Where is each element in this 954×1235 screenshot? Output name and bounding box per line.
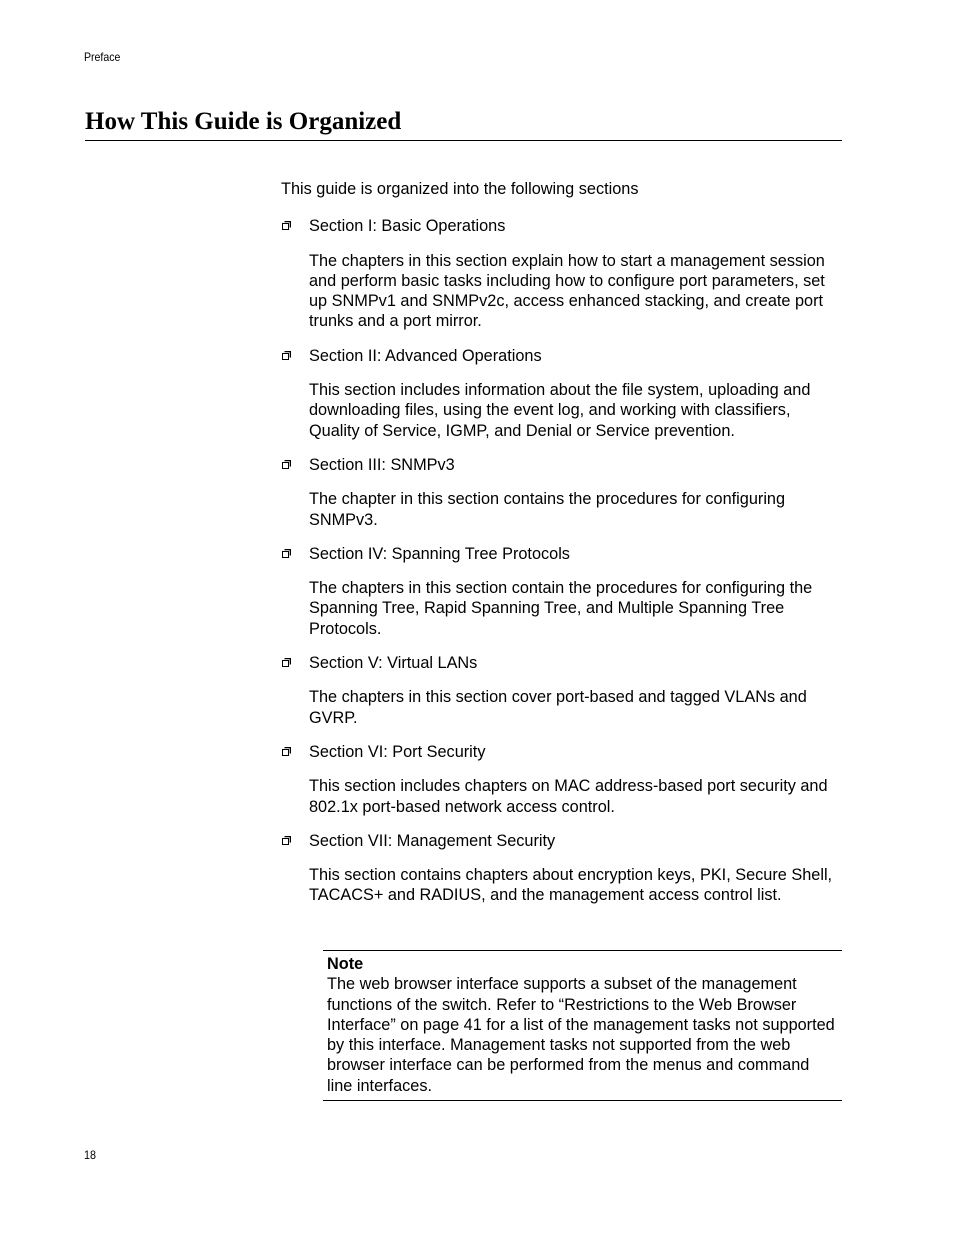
running-header: Preface <box>84 50 121 64</box>
section-list-item <box>281 455 843 530</box>
section-heading-text: Section III: SNMPv3 <box>309 455 455 474</box>
note-body: The web browser interface supports a subset of the management functions of the switch. Refer to “Restrictions to the Web Browser Interface” on page 41 for a list of the management tasks not supported by this interface. Management tasks not supported from the web browser interface can be performed from the menus and command line interfaces. <box>327 975 835 1095</box>
section-heading-text: Section VII: Management Security <box>309 831 556 850</box>
checkbox-bullet-icon <box>282 658 291 667</box>
section-description: The chapters in this section explain how to start a management session and perform basic tasks including how to configure port parameters, set up SNMPv1 and SNMPv2c, access enhanced stacking, and create port trunks and a port mirror. <box>309 251 825 331</box>
title-rule <box>85 140 842 141</box>
note-title: Note <box>327 955 364 973</box>
section-list-item <box>281 544 843 639</box>
section-heading <box>281 216 843 236</box>
section-heading <box>281 831 843 851</box>
page-title: How This Guide is Organized <box>85 108 402 135</box>
section-heading <box>281 742 843 762</box>
section-list-item <box>281 742 843 817</box>
section-heading <box>281 544 843 564</box>
section-description: This section includes chapters on MAC address-based port security and 802.1x port-based network access control. <box>309 777 828 816</box>
checkbox-bullet-icon <box>282 460 291 469</box>
section-heading-text: Section VI: Port Security <box>309 742 486 761</box>
content-body <box>281 179 843 920</box>
checkbox-bullet-icon <box>282 351 291 360</box>
section-heading-text: Section IV: Spanning Tree Protocols <box>309 544 570 563</box>
section-heading <box>281 653 843 673</box>
section-description: This section contains chapters about encryption keys, PKI, Secure Shell, TACACS+ and RADIUS, and the management access control list. <box>309 866 833 905</box>
section-heading-text: Section II: Advanced Operations <box>309 346 542 365</box>
intro-paragraph: This guide is organized into the following sections <box>281 180 639 198</box>
section-heading-text: Section I: Basic Operations <box>309 217 506 236</box>
section-heading-text: Section V: Virtual LANs <box>309 654 478 673</box>
section-list-item <box>281 831 843 906</box>
section-description: The chapters in this section cover port-based and tagged VLANs and GVRP. <box>309 688 807 727</box>
section-list-item <box>281 653 843 728</box>
section-list-item <box>281 346 843 441</box>
section-description: The chapters in this section contain the procedures for configuring the Spanning Tree, Rapid Spanning Tree, and Multiple Spanning Tree Protocols. <box>309 579 813 638</box>
checkbox-bullet-icon <box>282 747 291 756</box>
checkbox-bullet-icon <box>282 836 291 845</box>
checkbox-bullet-icon <box>282 549 291 558</box>
note-box <box>323 950 842 1101</box>
page-number: 18 <box>84 1148 97 1162</box>
checkbox-bullet-icon <box>282 221 291 230</box>
section-description: This section includes information about the file system, uploading and downloading files, using the event log, and working with classifiers, Quality of Service, IGMP, and Denial or Service prevention. <box>309 381 811 440</box>
section-heading <box>281 455 843 475</box>
section-list-item <box>281 216 843 331</box>
section-heading <box>281 346 843 366</box>
section-description: The chapter in this section contains the procedures for configuring SNMPv3. <box>309 490 786 529</box>
